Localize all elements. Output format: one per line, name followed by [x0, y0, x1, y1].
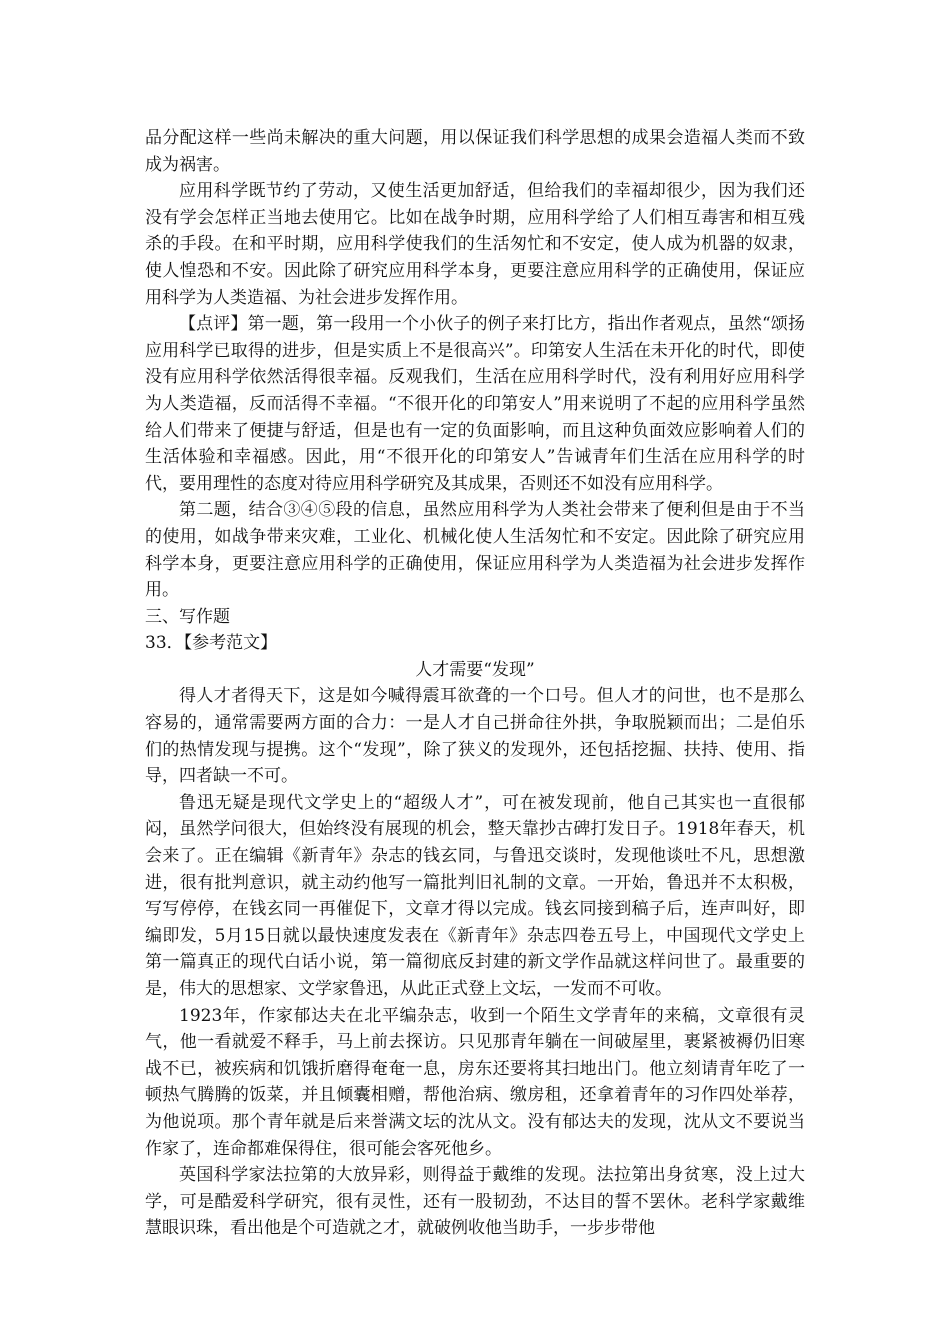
- section-heading-writing: 三、写作题: [145, 606, 230, 627]
- essay-paragraph-yudafu: 1923年，作家郁达夫在北平编杂志，收到一个陌生文学青年的来稿，文章很有灵气，他一看就爱不释手，马上前去探访。只见那青年躺在一间破屋里，裹紧被褥仍旧寒战不已，被疾病和饥饿折磨得奄奄一息，房东还要将其扫地出门。他立刻请青年吃了一顿热气腾腾的饭菜，并且倾囊相赠，帮他治病、缴房租，还拿着青年的习作四处举荐，为他说项。那个青年就是后来誉满文坛的沈从文。没有郁达夫的发现，沈从文不要说当作家了，连命都难保得住，很可能会客死他乡。: [145, 1005, 805, 1159]
- document-body: [145, 125, 805, 1242]
- question-33-heading: 33．【参考范文】: [145, 633, 278, 654]
- essay-paragraph-faraday: 英国科学家法拉第的大放异彩，则得益于戴维的发现。法拉第出身贫寒，没上过大学，可是酷爱科学研究，很有灵性，还有一股韧劲，不达目的誓不罢休。老科学家戴维慧眼识珠，看出他是个可造就之才，就破例收他当助手，一步步带他: [145, 1165, 805, 1239]
- paragraph-commentary-q2: 第二题，结合③④⑤段的信息，虽然应用科学为人类社会带来了便利但是由于不当的使用，如战争带来灾难，工业化、机械化使人生活匆忙和不安定。因此除了研究应用科学本身，更要注意应用科学的正确使用，保证应用科学为人类造福为社会进步发挥作用。: [145, 500, 805, 601]
- essay-paragraph-luxun: 鲁迅无疑是现代文学史上的“超级人才”，可在被发现前，他自己其实也一直很郁闷，虽然学问很大，但始终没有展现的机会，整天靠抄古碑打发日子。1918年春天，机会来了。正在编辑《新青年》杂志的钱玄同，与鲁迅交谈时，发现他谈吐不凡，思想激进，很有批判意识，就主动约他写一篇批判旧礼制的文章。一开始，鲁迅并不太积极，写写停停，在钱玄同一再催促下，文章才得以完成。钱玄同接到稿子后，连声叫好，即编即发，5月15日就以最快速度发表在《新青年》杂志四卷五号上，中国现代文学史上第一篇真正的现代白话小说，第一篇彻底反封建的新文学作品就这样问世了。最重要的是，伟大的思想家、文学家鲁迅，从此正式登上文坛，一发而不可收。: [145, 792, 805, 999]
- paragraph-continuation: 品分配这样一些尚未解决的重大问题，用以保证我们科学思想的成果会造福人类而不致成为祸害。: [145, 128, 805, 175]
- paragraph-commentary-q1: 【点评】第一题，第一段用一个小伙子的例子来打比方，指出作者观点，虽然“颂扬应用科学已取得的进步，但是实质上不是很高兴”。印第安人生活在未开化的时代，即使没有应用科学依然活得很幸福。反观我们，生活在应用科学时代，没有利用好应用科学为人类造福，反而活得不幸福。“不很开化的印第安人”用来说明了不起的应用科学虽然给人们带来了便捷与舒适，但是也有一定的负面影响，而且这种负面效应影响着人们的生活体验和幸福感。因此，用“不很开化的印第安人”告诫青年们生活在应用科学的时代，要用理性的态度对待应用科学研究及其成果，否则还不如没有应用科学。: [145, 314, 805, 494]
- paragraph-applied-science: 应用科学既节约了劳动，又使生活更加舒适，但给我们的幸福却很少，因为我们还没有学会怎样正当地去使用它。比如在战争时期，应用科学给了人们相互毒害和相互残杀的手段。在和平时期，应用科学使我们的生活匆忙和不安定，使人成为机器的奴隶，使人惶恐和不安。因此除了研究应用科学本身，更要注意应用科学的正确使用，保证应用科学为人类造福、为社会进步发挥作用。: [145, 181, 805, 308]
- essay-paragraph-intro: 得人才者得天下，这是如今喊得震耳欲聋的一个口号。但人才的问世，也不是那么容易的，通常需要两方面的合力：一是人才自己拼命往外拱，争取脱颖而出；二是伯乐们的热情发现与提携。这个“发现”，除了狭义的发现外，还包括挖掘、扶持、使用、指导，四者缺一不可。: [145, 686, 805, 787]
- essay-title: 人才需要“发现”: [415, 659, 535, 680]
